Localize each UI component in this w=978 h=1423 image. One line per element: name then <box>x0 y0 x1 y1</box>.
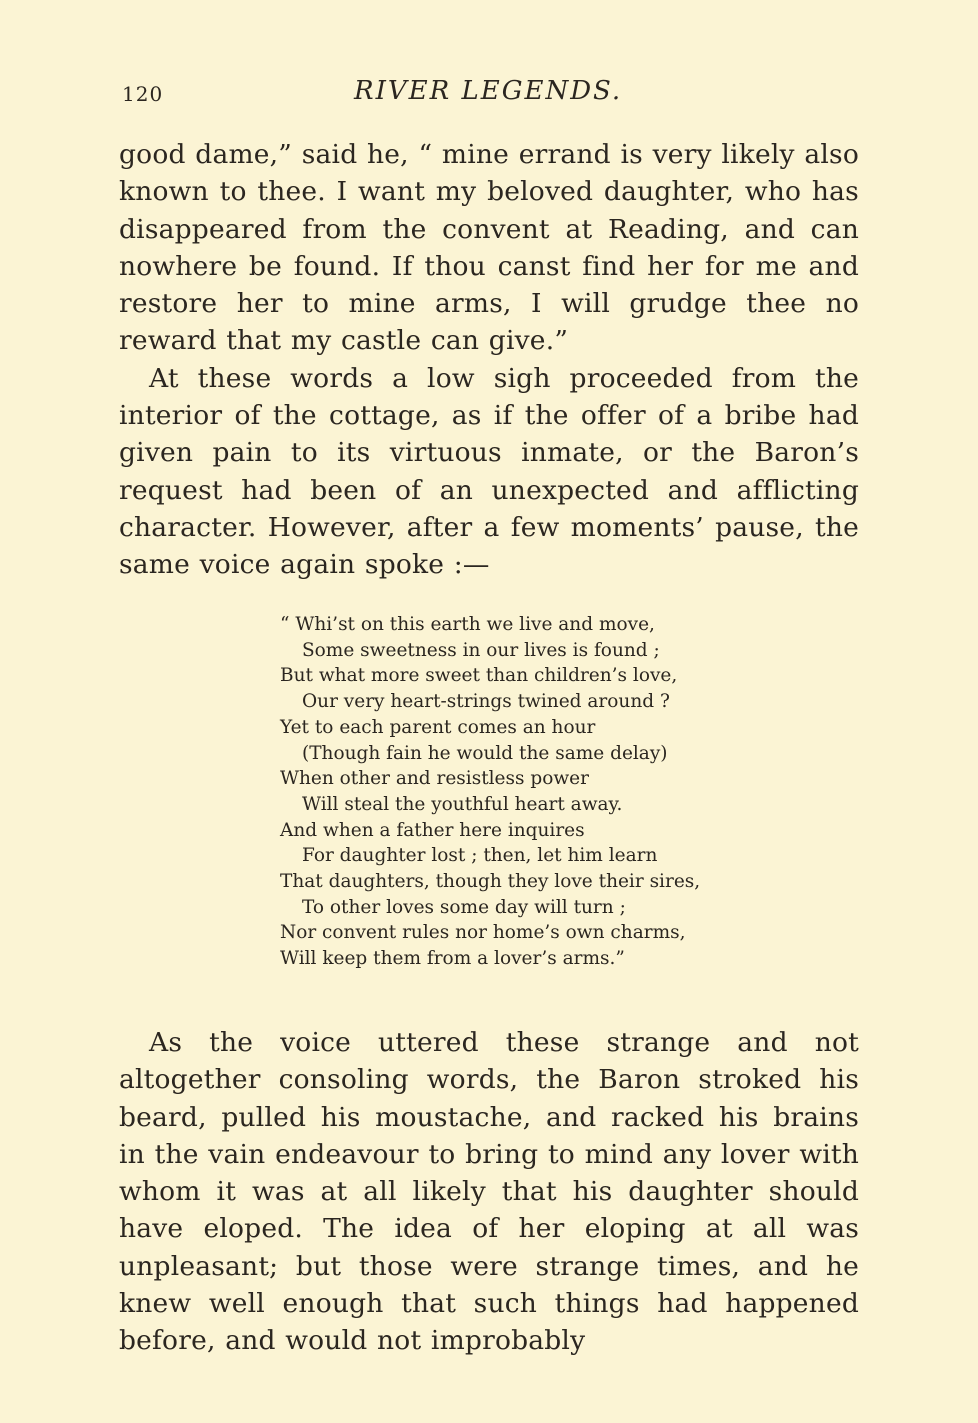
prose-block-top <box>119 136 859 584</box>
page-header <box>122 76 862 110</box>
prose-block-bottom <box>119 1024 859 1360</box>
paragraph: At these words a low sigh proceeded from the interior of the cottage, as if the offer of a bribe had given pain to its virtuous inmate, or the Baron’s request had been of an unexpected and afflicting character. However, after a few moments’ pause, the same voice again spoke :— <box>119 362 859 581</box>
poem-line: Our very heart-strings twined around ? <box>302 691 670 713</box>
poem-line: “ Whi’st on this earth we live and move, <box>280 614 655 635</box>
poem-verse <box>280 612 750 972</box>
running-title: RIVER LEGENDS. <box>354 76 623 106</box>
poem-line: When other and resistless power <box>280 768 589 790</box>
paragraph: As the voice uttered these strange and not altogether consoling words, the Baron stroked his beard, pulled his moustache, and racked his brains in the vain endeavour to bring to mind any lover with whom it was at all likely that his daughter should have eloped. The idea of her eloping at all was unpleasant; but those were strange times, and he knew well enough that such things had happened before, and would not improbably <box>119 1027 859 1357</box>
poem-line: (Though fain he would the same delay) <box>302 742 668 764</box>
poem-line: Will keep them from a lover’s arms.” <box>280 948 625 970</box>
poem-line: And when a father here inquires <box>280 819 585 841</box>
page-number: 120 <box>122 82 164 106</box>
poem-line: Some sweetness in our lives is found ; <box>302 639 660 661</box>
poem-line: That daughters, though they love their sires, <box>280 871 701 893</box>
poem-line: Will steal the youthful heart away. <box>302 793 623 815</box>
poem-line: But what more sweet than children’s love, <box>280 665 678 687</box>
poem-line: Yet to each parent comes an hour <box>280 716 596 738</box>
poem-line: To other loves some day will turn ; <box>302 896 626 918</box>
paragraph: good dame,” said he, “ mine errand is very likely also known to thee. I want my beloved daughter, who has disappeared from the convent at Reading, and can nowhere be found. If thou canst find her for me and restore her to mine arms, I will grudge thee no reward that my castle can give.” <box>119 139 859 357</box>
poem-line: Nor convent rules nor home’s own charms, <box>280 922 686 944</box>
poem-line: For daughter lost ; then, let him learn <box>302 845 658 867</box>
